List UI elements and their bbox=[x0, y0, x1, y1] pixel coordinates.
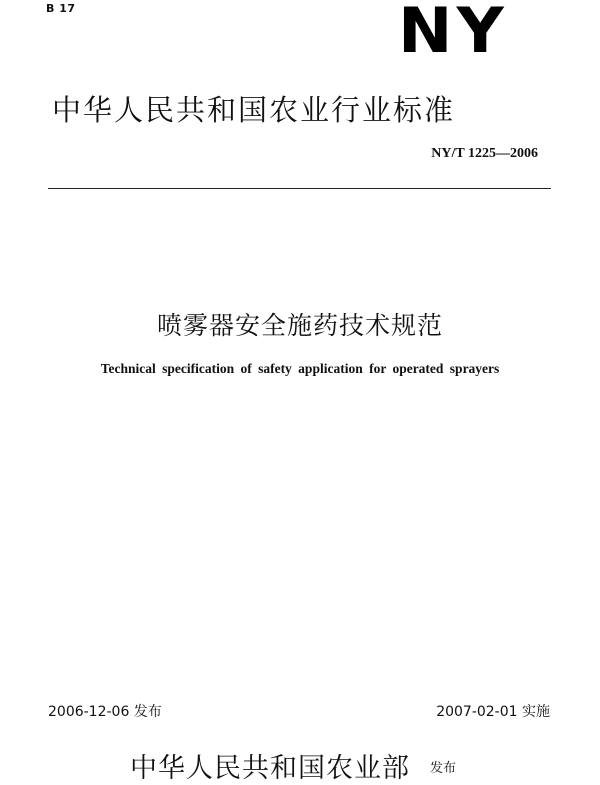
standard-number: NY/T 1225—2006 bbox=[431, 146, 538, 161]
document-title-chinese: 喷雾器安全施药技术规范 bbox=[156, 311, 443, 340]
industry-standard-title: 中华人民共和国农业行业标准 bbox=[52, 93, 456, 127]
ny-logo: NY bbox=[398, 0, 509, 67]
issue-date: 2006-12-06 发布 bbox=[48, 704, 162, 720]
issuing-ministry: 中华人民共和国农业部 bbox=[130, 753, 410, 784]
classification-code: B 17 bbox=[46, 2, 76, 15]
header-divider bbox=[48, 188, 551, 189]
document-title-english: Technical specification of safety application for operated sprayers bbox=[100, 361, 500, 376]
implementation-date: 2007-02-01 实施 bbox=[436, 704, 550, 720]
issuing-label: 发布 bbox=[430, 761, 457, 776]
